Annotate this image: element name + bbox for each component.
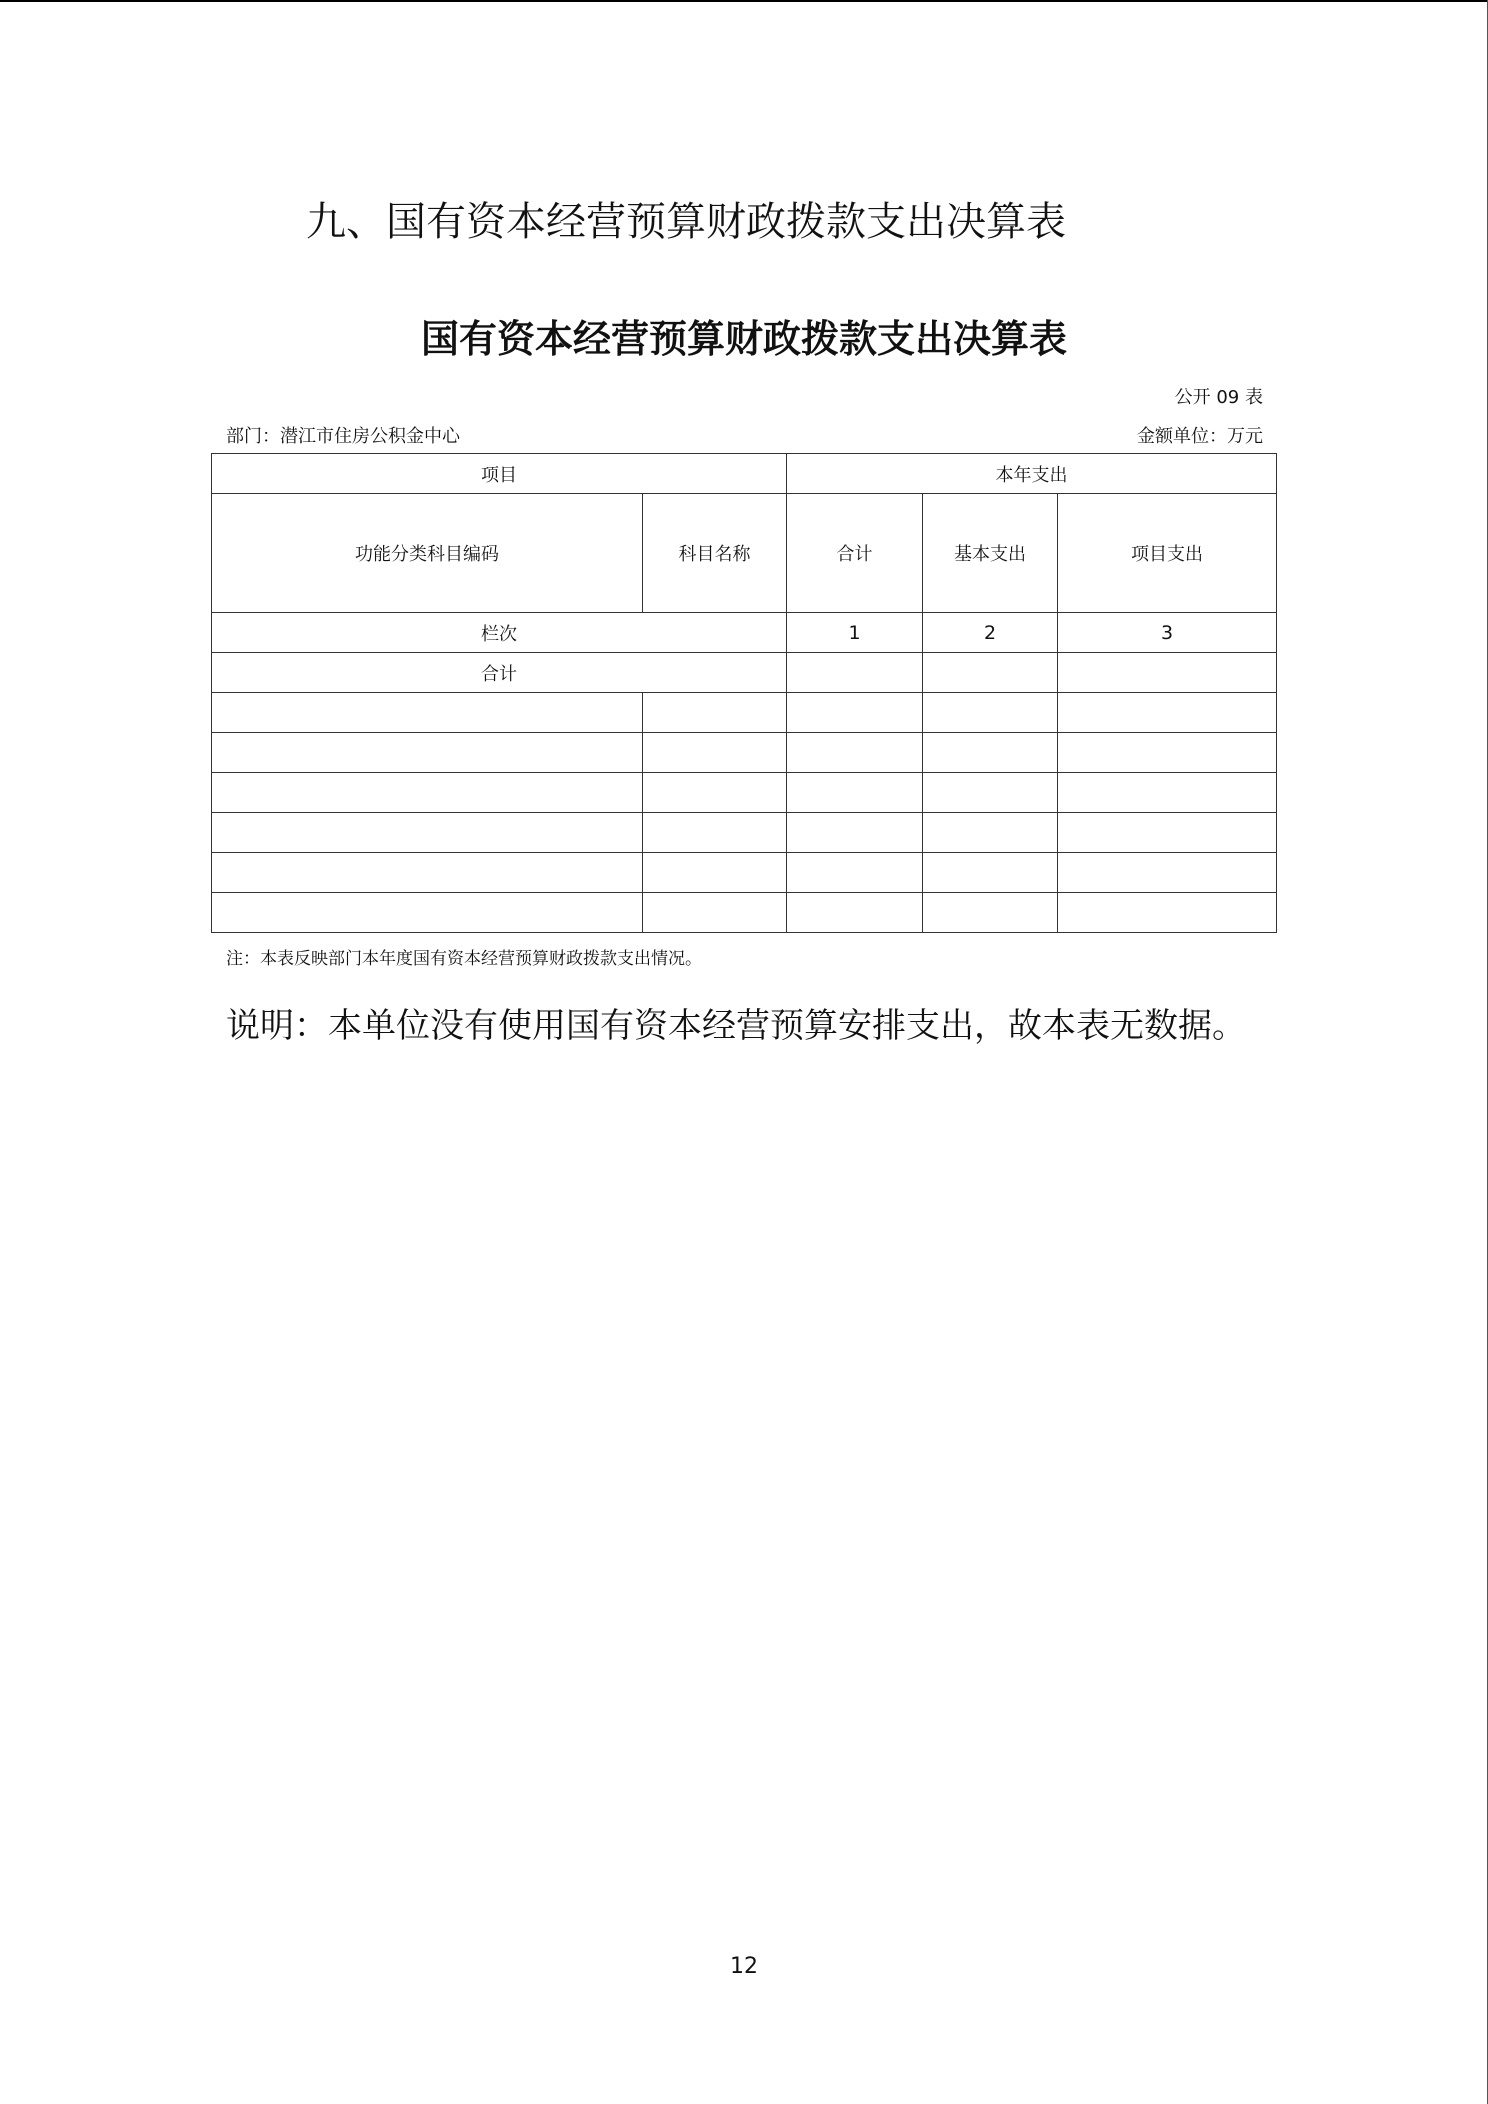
col-function-code: 功能分类科目编码 [212, 494, 643, 613]
table-cell [787, 853, 923, 893]
table-cell [787, 813, 923, 853]
table-cell [643, 693, 787, 733]
table-row [212, 773, 1277, 813]
column-number-row [212, 613, 1277, 653]
table-cell [643, 853, 787, 893]
form-number [1175, 383, 1263, 409]
table-note: 注：本表反映部门本年度国有资本经营预算财政拨款支出情况。 [226, 949, 702, 969]
table-row [212, 693, 1277, 733]
total-row-basic [923, 653, 1058, 693]
table-cell [643, 773, 787, 813]
table-cell [923, 853, 1058, 893]
table-cell [643, 733, 787, 773]
form-number-value: 09 [1216, 387, 1240, 408]
page-number: 12 [730, 1954, 758, 1979]
table-cell [212, 853, 643, 893]
table-row [212, 893, 1277, 933]
table-cell [1058, 773, 1277, 813]
table-cell [212, 733, 643, 773]
table-row [212, 813, 1277, 853]
table-cell [212, 773, 643, 813]
table-cell [787, 693, 923, 733]
column-number-1: 1 [787, 613, 923, 653]
table-title [0, 308, 1488, 363]
total-row-label: 合计 [212, 653, 787, 693]
table-cell [923, 693, 1058, 733]
budget-expense-table [211, 453, 1277, 933]
col-total: 合计 [787, 494, 923, 613]
col-subject-name: 科目名称 [643, 494, 787, 613]
explanation-text: 说明：本单位没有使用国有资本经营预算安排支出，故本表无数据。 [226, 1006, 1246, 1046]
table-row [212, 733, 1277, 773]
table-cell [923, 733, 1058, 773]
table-header-row [212, 454, 1277, 494]
department-label: 部门：潜江市住房公积金中心 [226, 426, 460, 447]
page-top-border [0, 0, 1488, 2]
header-item: 项目 [212, 454, 787, 494]
col-project-expense: 项目支出 [1058, 494, 1277, 613]
column-number-3: 3 [1058, 613, 1277, 653]
form-number-suffix: 表 [1245, 387, 1263, 408]
table-cell [787, 893, 923, 933]
table-cell [1058, 813, 1277, 853]
column-number-2: 2 [923, 613, 1058, 653]
table-cell [923, 893, 1058, 933]
table-title-text: 国有资本经营预算财政拨款支出决算表 [420, 317, 1067, 361]
table-cell [787, 733, 923, 773]
table-cell [1058, 853, 1277, 893]
table-cell [1058, 693, 1277, 733]
table-cell [643, 813, 787, 853]
total-row-sum [787, 653, 923, 693]
table-cell [212, 813, 643, 853]
form-number-prefix: 公开 [1174, 387, 1211, 408]
col-basic-expense: 基本支出 [923, 494, 1058, 613]
total-row [212, 653, 1277, 693]
total-row-project [1058, 653, 1277, 693]
table-cell [1058, 733, 1277, 773]
table-cell [212, 693, 643, 733]
table-cell [787, 773, 923, 813]
table-row [212, 853, 1277, 893]
table-cell [643, 893, 787, 933]
table-cell [923, 773, 1058, 813]
column-number-label: 栏次 [212, 613, 787, 653]
section-heading: 九、国有资本经营预算财政拨款支出决算表 [306, 199, 1066, 245]
table-cell [923, 813, 1058, 853]
header-current-year-expense: 本年支出 [787, 454, 1277, 494]
table-cell [212, 893, 643, 933]
table-cell [1058, 893, 1277, 933]
table-subheader-row [212, 494, 1277, 613]
amount-unit-label: 金额单位：万元 [1137, 426, 1263, 447]
